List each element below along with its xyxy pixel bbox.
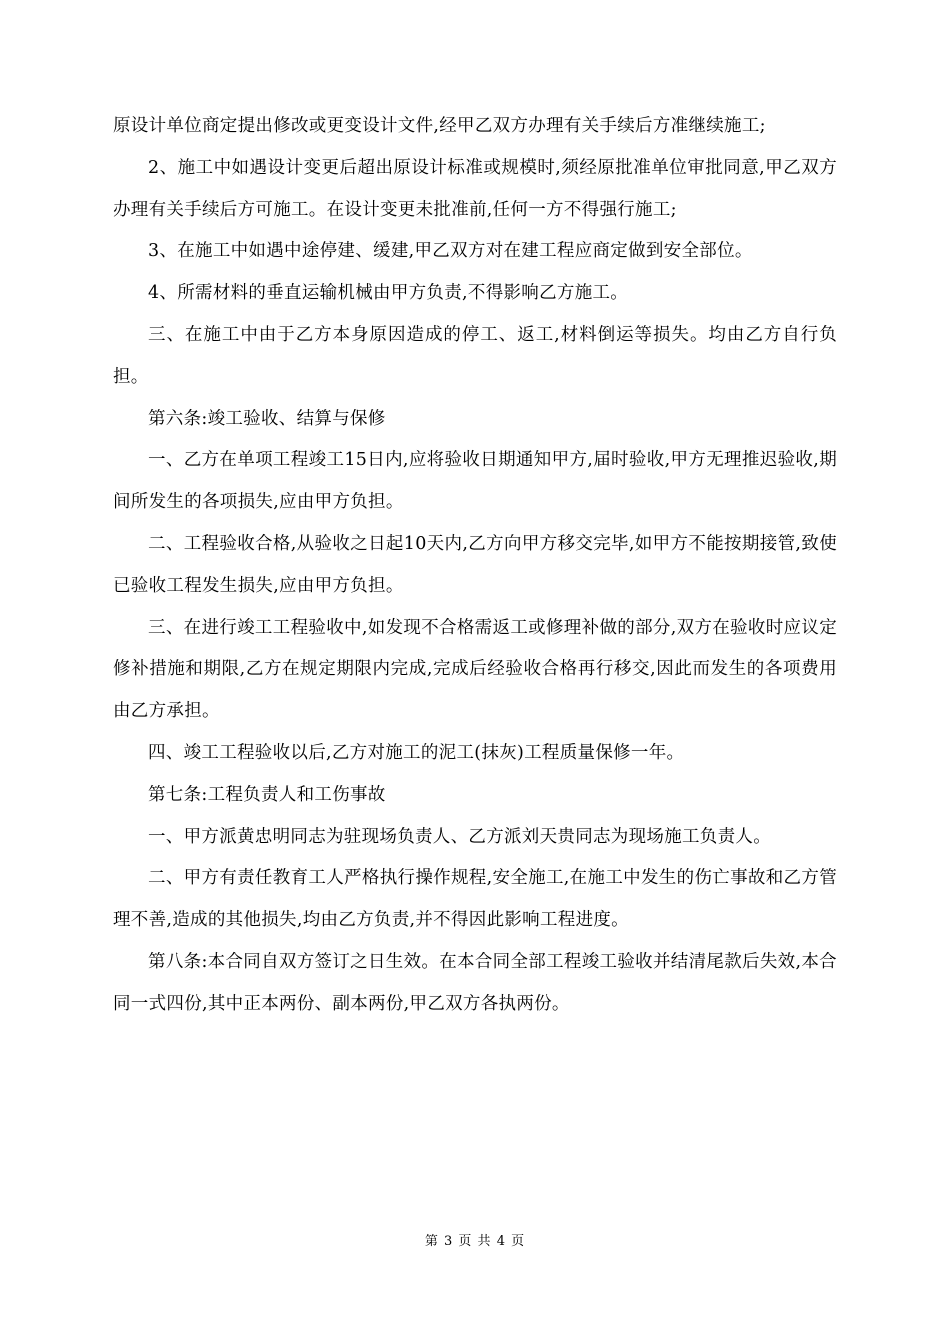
paragraph-section-three: 三、在施工中由于乙方本身原因造成的停工、返工,材料倒运等损失。均由乙方自行负担。 [113,324,837,387]
paragraph-continuation: 原设计单位商定提出修改或更变设计文件,经甲乙双方办理有关手续后方准继续施工; [113,116,766,136]
paragraph-article-six-1: 一、乙方在单项工程竣工15日内,应将验收日期通知甲方,届时验收,甲方无理推迟验收,期间所发生的各项损失,应由甲方负担。 [113,450,837,513]
paragraph-article-six-4: 四、竣工工程验收以后,乙方对施工的泥工(抹灰)工程质量保修一年。 [148,742,685,763]
article-six-heading: 第六条:竣工验收、结算与保修 [148,408,386,429]
paragraph-clause-4: 4、所需材料的垂直运输机械由甲方负责,不得影响乙方施工。 [148,283,629,304]
article-seven-heading: 第七条:工程负责人和工伤事故 [148,784,386,805]
document-body [113,106,837,1026]
paragraph-article-six-2: 二、工程验收合格,从验收之日起10天内,乙方向甲方移交完毕,如甲方不能按期接管,致使已验收工程发生损失,应由甲方负担。 [113,533,837,596]
page-footer [0,1230,950,1249]
paragraph-clause-3: 3、在施工中如遇中途停建、缓建,甲乙双方对在建工程应商定做到安全部位。 [148,241,753,262]
paragraph-article-six-3: 三、在进行竣工工程验收中,如发现不合格需返工或修理补做的部分,双方在验收时应议定修补措施和期限,乙方在规定期限内完成,完成后经验收合格再行移交,因此而发生的各项费用由乙方承担。 [113,617,837,722]
paragraph-clause-2: 2、施工中如遇设计变更后超出原设计标准或规模时,须经原批准单位审批同意,甲乙双方办理有关手续后方可施工。在设计变更未批准前,任何一方不得强行施工; [113,157,837,220]
paragraph-article-seven-1: 一、甲方派黄忠明同志为驻现场负责人、乙方派刘天贵同志为现场施工负责人。 [148,826,771,847]
page-number-label: 第 3 页 共 4 页 [424,1234,526,1249]
paragraph-article-seven-2: 二、甲方有责任教育工人严格执行操作规程,安全施工,在施工中发生的伤亡事故和乙方管理不善,造成的其他损失,均由乙方负责,并不得因此影响工程进度。 [113,868,837,931]
paragraph-article-eight: 第八条:本合同自双方签订之日生效。在本合同全部工程竣工验收并结清尾款后失效,本合同一式四份,其中正本两份、副本两份,甲乙双方各执两份。 [113,951,837,1014]
